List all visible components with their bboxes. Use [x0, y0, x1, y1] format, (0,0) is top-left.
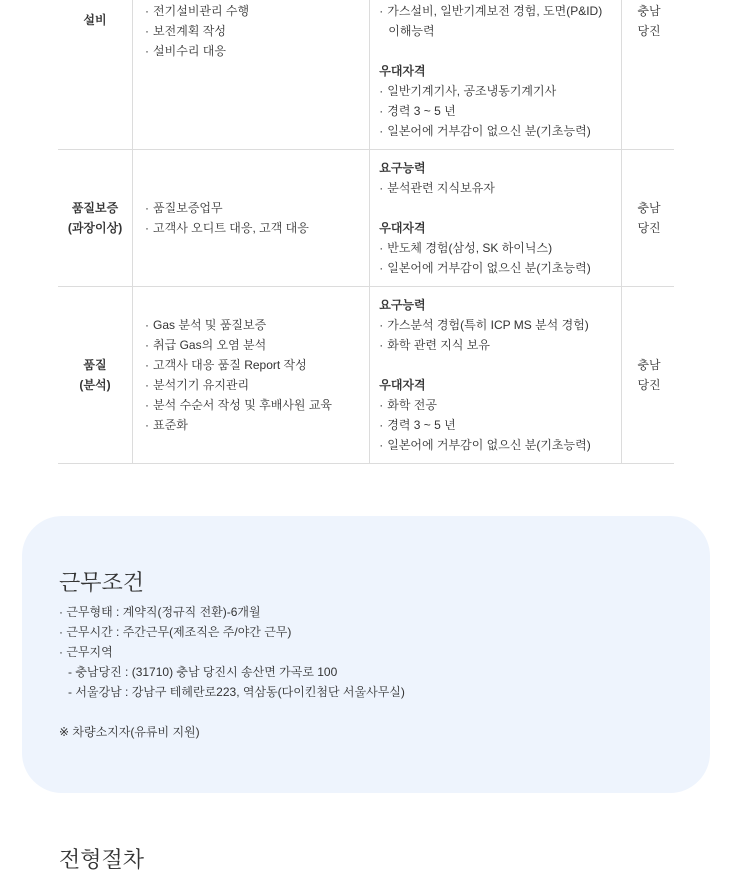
preferred-item: · 화학 전공: [379, 397, 437, 412]
duty-item: · 취급 Gas의 오염 분석: [145, 337, 267, 352]
preferred-item: · 일본어에 거부감이 없으신 분(기초능력): [379, 124, 591, 138]
preferred-item: · 일반기계기사, 공조냉동기계기사: [379, 84, 557, 98]
requirement-cell: [370, 286, 622, 463]
duty-item: · 고객사 오디트 대응, 고객 대응: [145, 220, 309, 235]
requirement-item: · 분석관련 지식보유자: [379, 180, 495, 195]
location-cell: [622, 0, 674, 149]
requirement-item: · 화학 관련 지식 보유: [379, 337, 490, 352]
duty-cell: [133, 149, 370, 286]
work-conditions-panel: [22, 516, 710, 793]
preferred-title: 우대자격: [379, 64, 426, 78]
requirement-item-cont: 이해능력: [388, 24, 435, 38]
job-name-sub: (분석): [79, 377, 111, 392]
duty-item: · 고객사 대응 품질 Report 작성: [145, 357, 307, 372]
job-table: [58, 0, 674, 464]
requirement-title: 요구능력: [379, 160, 426, 175]
job-name-cell: [58, 149, 133, 286]
selection-process-title: 전형절차: [59, 847, 145, 872]
duty-item: · 보전계획 작성: [145, 24, 226, 38]
duty-item: · 품질보증업무: [145, 200, 223, 215]
preferred-item: · 경력 3 ~ 5 년: [379, 417, 456, 432]
duty-cell: [133, 286, 370, 463]
location-cell: [622, 149, 674, 286]
location-line: 충남: [637, 200, 661, 215]
location-line: 충남: [637, 357, 661, 372]
duty-item: · 분석기기 유지관리: [145, 377, 250, 392]
preferred-title: 우대자격: [379, 377, 426, 392]
job-name-cell: [58, 0, 133, 149]
job-row-facility: [58, 0, 674, 149]
employment-type: · 근무형태 : 계약직(정규직 전환)-6개월: [59, 605, 261, 619]
location-line: 당진: [637, 220, 661, 235]
location-line: 당진: [637, 377, 661, 392]
job-name: 설비: [83, 13, 107, 27]
preferred-item: · 일본어에 거부감이 없으신 분(기초능력): [379, 437, 591, 452]
job-name: 품질: [83, 357, 107, 372]
duty-cell: [133, 0, 370, 149]
preferred-item: · 일본어에 거부감이 없으신 분(기초능력): [379, 260, 591, 275]
duty-item: · Gas 분석 및 품질보증: [145, 317, 267, 332]
work-region-gangnam: - 서울강남 : 강남구 테헤란로223, 역삼동(다이킨첨단 서울사무실): [68, 685, 405, 699]
requirement-cell: [370, 149, 622, 286]
requirement-cell: [370, 0, 622, 149]
location-line: 충남: [637, 4, 661, 18]
job-name-sub: (과장이상): [67, 220, 123, 235]
job-row-qa: [58, 149, 674, 286]
duty-item: · 표준화: [145, 417, 188, 432]
preferred-item: · 경력 3 ~ 5 년: [379, 104, 456, 118]
requirement-item: · 가스설비, 일반기계보전 경험, 도면(P&ID): [379, 4, 603, 18]
work-region-label: · 근무지역: [59, 645, 113, 659]
duty-item: · 분석 수순서 작성 및 후배사원 교육: [145, 397, 333, 412]
requirement-title: 요구능력: [379, 297, 426, 312]
preferred-title: 우대자격: [379, 220, 426, 235]
preferred-item: · 반도체 경험(삼성, SK 하이닉스): [379, 240, 553, 255]
duty-item: · 전기설비관리 수행: [145, 4, 250, 18]
location-cell: [622, 286, 674, 463]
job-name-cell: [58, 286, 133, 463]
vehicle-note: ※ 차량소지자(유류비 지원): [59, 725, 200, 739]
job-row-analysis: [58, 286, 674, 463]
job-name: 품질보증: [71, 200, 119, 215]
work-conditions-title: 근무조건: [59, 570, 145, 595]
work-conditions-list: [59, 602, 405, 742]
duty-item: · 설비수리 대응: [145, 44, 226, 58]
requirement-item: · 가스분석 경험(특히 ICP MS 분석 경험): [379, 317, 589, 332]
work-region-dangjin: - 충남당진 : (31710) 충남 당진시 송산면 가곡로 100: [68, 665, 338, 679]
location-line: 당진: [637, 24, 661, 38]
work-hours: · 근무시간 : 주간근무(제조직은 주/야간 근무): [59, 625, 292, 639]
